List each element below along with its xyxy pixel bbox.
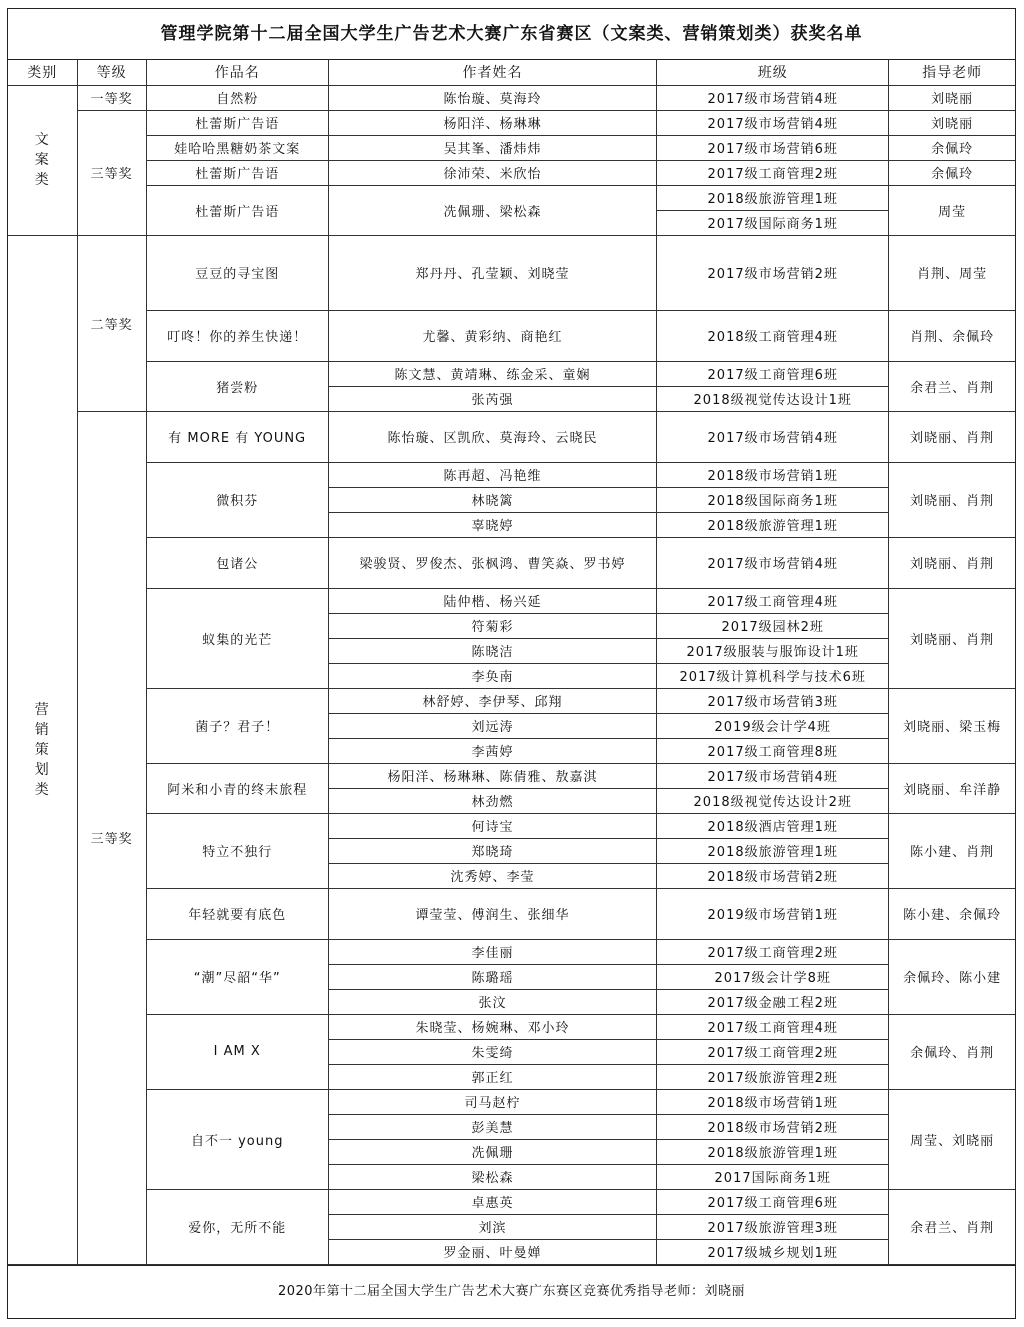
class-cell: 2018级酒店管理1班 — [657, 813, 889, 838]
authors-cell: 冼佩珊 — [328, 1139, 656, 1164]
work-cell: 自不一 young — [146, 1089, 328, 1189]
table-row — [8, 110, 1015, 135]
authors-cell: 杨阳洋、杨琳琳、陈倩雅、敖嘉淇 — [328, 763, 656, 788]
authors-cell: 彭美慧 — [328, 1114, 656, 1139]
authors-cell: 陈怡璇、区凯欣、莫海玲、云晓民 — [328, 411, 656, 462]
table-row — [8, 160, 1015, 185]
col-header-level: 等级 — [77, 60, 146, 85]
authors-cell: 张芮强 — [328, 386, 656, 411]
class-cell: 2017级市场营销4班 — [657, 411, 889, 462]
advisor-cell: 刘晓丽、牟洋静 — [889, 763, 1015, 813]
table-row — [8, 85, 1015, 110]
advisor-cell: 余佩玲 — [889, 135, 1015, 160]
level-cell: 二等奖 — [77, 235, 146, 411]
table-row — [8, 185, 1015, 210]
table-row — [8, 235, 1015, 310]
authors-cell: 尤馨、黄彩纳、商艳红 — [328, 310, 656, 361]
award-table — [8, 60, 1015, 1265]
class-cell: 2017级旅游管理2班 — [657, 1064, 889, 1089]
authors-cell: 陆仲楷、杨兴延 — [328, 588, 656, 613]
authors-cell: 陈再超、冯艳维 — [328, 462, 656, 487]
advisor-cell: 周莹、刘晓丽 — [889, 1089, 1015, 1189]
work-cell: 年轻就要有底色 — [146, 888, 328, 939]
class-cell: 2017级工商管理2班 — [657, 160, 889, 185]
authors-cell: 郭正红 — [328, 1064, 656, 1089]
col-header-category: 类别 — [8, 60, 77, 85]
level-cell: 一等奖 — [77, 85, 146, 110]
class-cell: 2017级金融工程2班 — [657, 989, 889, 1014]
col-header-authors: 作者姓名 — [328, 60, 656, 85]
table-row — [8, 1089, 1015, 1114]
authors-cell: 李茜婷 — [328, 738, 656, 763]
class-cell: 2017级计算机科学与技术6班 — [657, 663, 889, 688]
table-row — [8, 135, 1015, 160]
authors-cell: 李奂南 — [328, 663, 656, 688]
class-cell: 2017级城乡规划1班 — [657, 1239, 889, 1264]
class-cell: 2017级市场营销4班 — [657, 85, 889, 110]
authors-cell: 林劲燃 — [328, 788, 656, 813]
class-cell: 2017级服装与服饰设计1班 — [657, 638, 889, 663]
authors-cell: 李佳丽 — [328, 939, 656, 964]
class-cell: 2018级国际商务1班 — [657, 487, 889, 512]
table-row — [8, 763, 1015, 788]
authors-cell: 梁松森 — [328, 1164, 656, 1189]
advisor-cell: 刘晓丽 — [889, 110, 1015, 135]
advisor-cell: 肖荆、周莹 — [889, 235, 1015, 310]
authors-cell: 司马赵柠 — [328, 1089, 656, 1114]
class-cell: 2017级工商管理8班 — [657, 738, 889, 763]
authors-cell: 辜晓婷 — [328, 512, 656, 537]
advisor-cell: 陈小建、肖荆 — [889, 813, 1015, 888]
authors-cell: 刘滨 — [328, 1214, 656, 1239]
class-cell: 2017级市场营销3班 — [657, 688, 889, 713]
table-row — [8, 939, 1015, 964]
work-cell: 爱你，无所不能 — [146, 1189, 328, 1264]
table-body — [8, 85, 1015, 1264]
work-cell: 杜蕾斯广告语 — [146, 185, 328, 235]
work-cell: 微积芬 — [146, 462, 328, 537]
authors-cell: 郑晓琦 — [328, 838, 656, 863]
work-cell: 有 MORE 有 YOUNG — [146, 411, 328, 462]
class-cell: 2017级市场营销4班 — [657, 537, 889, 588]
class-cell: 2017级市场营销4班 — [657, 763, 889, 788]
advisor-cell: 刘晓丽、肖荆 — [889, 588, 1015, 688]
header-row — [8, 60, 1015, 85]
authors-cell: 刘远涛 — [328, 713, 656, 738]
award-list-sheet — [7, 8, 1016, 1319]
advisor-cell: 刘晓丽 — [889, 85, 1015, 110]
class-cell: 2018级旅游管理1班 — [657, 512, 889, 537]
table-row — [8, 310, 1015, 361]
authors-cell: 罗金丽、叶曼婵 — [328, 1239, 656, 1264]
work-cell: 豆豆的寻宝图 — [146, 235, 328, 310]
authors-cell: 陈文慧、黄靖琳、练金采、童娴 — [328, 361, 656, 386]
work-cell: 特立不独行 — [146, 813, 328, 888]
advisor-cell: 余君兰、肖荆 — [889, 1189, 1015, 1264]
authors-cell: 徐沛荣、米欣怡 — [328, 160, 656, 185]
class-cell: 2019级市场营销1班 — [657, 888, 889, 939]
table-row — [8, 1189, 1015, 1214]
advisor-cell: 刘晓丽、肖荆 — [889, 462, 1015, 537]
class-cell: 2018级视觉传达设计1班 — [657, 386, 889, 411]
authors-cell: 郑丹丹、孔莹颖、刘晓莹 — [328, 235, 656, 310]
class-cell: 2017级工商管理4班 — [657, 1014, 889, 1039]
table-row — [8, 813, 1015, 838]
class-cell: 2017级市场营销2班 — [657, 235, 889, 310]
class-cell: 2017级市场营销4班 — [657, 110, 889, 135]
authors-cell: 林晓篱 — [328, 487, 656, 512]
col-header-class: 班级 — [657, 60, 889, 85]
class-cell: 2018级工商管理4班 — [657, 310, 889, 361]
advisor-cell: 陈小建、余佩玲 — [889, 888, 1015, 939]
advisor-cell: 周莹 — [889, 185, 1015, 235]
class-cell: 2018级旅游管理1班 — [657, 1139, 889, 1164]
class-cell: 2017级工商管理2班 — [657, 1039, 889, 1064]
class-cell: 2017级工商管理6班 — [657, 361, 889, 386]
page-title: 管理学院第十二届全国大学生广告艺术大赛广东省赛区（文案类、营销策划类）获奖名单 — [8, 9, 1015, 60]
authors-cell: 朱晓莹、杨婉琳、邓小玲 — [328, 1014, 656, 1039]
advisor-cell: 余佩玲、陈小建 — [889, 939, 1015, 1014]
work-cell: 猪尝粉 — [146, 361, 328, 411]
authors-cell: 何诗宝 — [328, 813, 656, 838]
class-cell: 2019级会计学4班 — [657, 713, 889, 738]
class-cell: 2018级旅游管理1班 — [657, 838, 889, 863]
authors-cell: 陈璐瑶 — [328, 964, 656, 989]
class-cell: 2018级视觉传达设计2班 — [657, 788, 889, 813]
table-row — [8, 1014, 1015, 1039]
work-cell: 阿米和小青的终末旅程 — [146, 763, 328, 813]
authors-cell: 陈怡璇、莫海玲 — [328, 85, 656, 110]
class-cell: 2017级工商管理6班 — [657, 1189, 889, 1214]
class-cell: 2018级旅游管理1班 — [657, 185, 889, 210]
work-cell: 菌子？君子！ — [146, 688, 328, 763]
col-header-advisor: 指导老师 — [889, 60, 1015, 85]
table-row — [8, 537, 1015, 588]
table-row — [8, 361, 1015, 386]
class-cell: 2018级市场营销1班 — [657, 1089, 889, 1114]
class-cell: 2017级工商管理4班 — [657, 588, 889, 613]
class-cell: 2017级会计学8班 — [657, 964, 889, 989]
level-cell: 三等奖 — [77, 411, 146, 1264]
advisor-cell: 肖荆、余佩玲 — [889, 310, 1015, 361]
class-cell: 2018级市场营销2班 — [657, 1114, 889, 1139]
table-row — [8, 888, 1015, 939]
table-row — [8, 411, 1015, 462]
class-cell: 2017级工商管理2班 — [657, 939, 889, 964]
authors-cell: 林舒婷、李伊琴、邱翔 — [328, 688, 656, 713]
advisor-cell: 刘晓丽、肖荆 — [889, 537, 1015, 588]
work-cell: “潮”尽韶“华” — [146, 939, 328, 1014]
authors-cell: 冼佩珊、梁松森 — [328, 185, 656, 235]
class-cell: 2017级旅游管理3班 — [657, 1214, 889, 1239]
class-cell: 2017级园林2班 — [657, 613, 889, 638]
work-cell: 包诸公 — [146, 537, 328, 588]
authors-cell: 杨阳洋、杨琳琳 — [328, 110, 656, 135]
table-row — [8, 688, 1015, 713]
authors-cell: 卓惠英 — [328, 1189, 656, 1214]
authors-cell: 沈秀婷、李莹 — [328, 863, 656, 888]
class-cell: 2017国际商务1班 — [657, 1164, 889, 1189]
advisor-cell: 余佩玲、肖荆 — [889, 1014, 1015, 1089]
category-cell: 营 销 策 划 类 — [8, 235, 77, 1264]
work-cell: 娃哈哈黑糖奶茶文案 — [146, 135, 328, 160]
authors-cell: 梁骏贤、罗俊杰、张枫鸿、曹笑焱、罗书婷 — [328, 537, 656, 588]
authors-cell: 谭莹莹、傅润生、张细华 — [328, 888, 656, 939]
work-cell: 叮咚！你的养生快递！ — [146, 310, 328, 361]
category-cell: 文 案 类 — [8, 85, 77, 235]
authors-cell: 张汶 — [328, 989, 656, 1014]
advisor-cell: 余君兰、肖荆 — [889, 361, 1015, 411]
work-cell: 蚁集的光芒 — [146, 588, 328, 688]
class-cell: 2018级市场营销1班 — [657, 462, 889, 487]
class-cell: 2017级市场营销6班 — [657, 135, 889, 160]
advisor-cell: 刘晓丽、肖荆 — [889, 411, 1015, 462]
advisor-cell: 刘晓丽、梁玉梅 — [889, 688, 1015, 763]
advisor-cell: 余佩玲 — [889, 160, 1015, 185]
class-cell: 2017级国际商务1班 — [657, 210, 889, 235]
class-cell: 2018级市场营销2班 — [657, 863, 889, 888]
footer-note: 2020年第十二届全国大学生广告艺术大赛广东赛区竞赛优秀指导老师：刘晓丽 — [8, 1265, 1015, 1317]
authors-cell: 吴其峯、潘炜炜 — [328, 135, 656, 160]
authors-cell: 符菊彩 — [328, 613, 656, 638]
table-row — [8, 462, 1015, 487]
work-cell: I AM X — [146, 1014, 328, 1089]
level-cell: 三等奖 — [77, 110, 146, 235]
work-cell: 杜蕾斯广告语 — [146, 110, 328, 135]
table-row — [8, 588, 1015, 613]
work-cell: 自然粉 — [146, 85, 328, 110]
authors-cell: 陈晓洁 — [328, 638, 656, 663]
col-header-work: 作品名 — [146, 60, 328, 85]
work-cell: 杜蕾斯广告语 — [146, 160, 328, 185]
authors-cell: 朱雯绮 — [328, 1039, 656, 1064]
